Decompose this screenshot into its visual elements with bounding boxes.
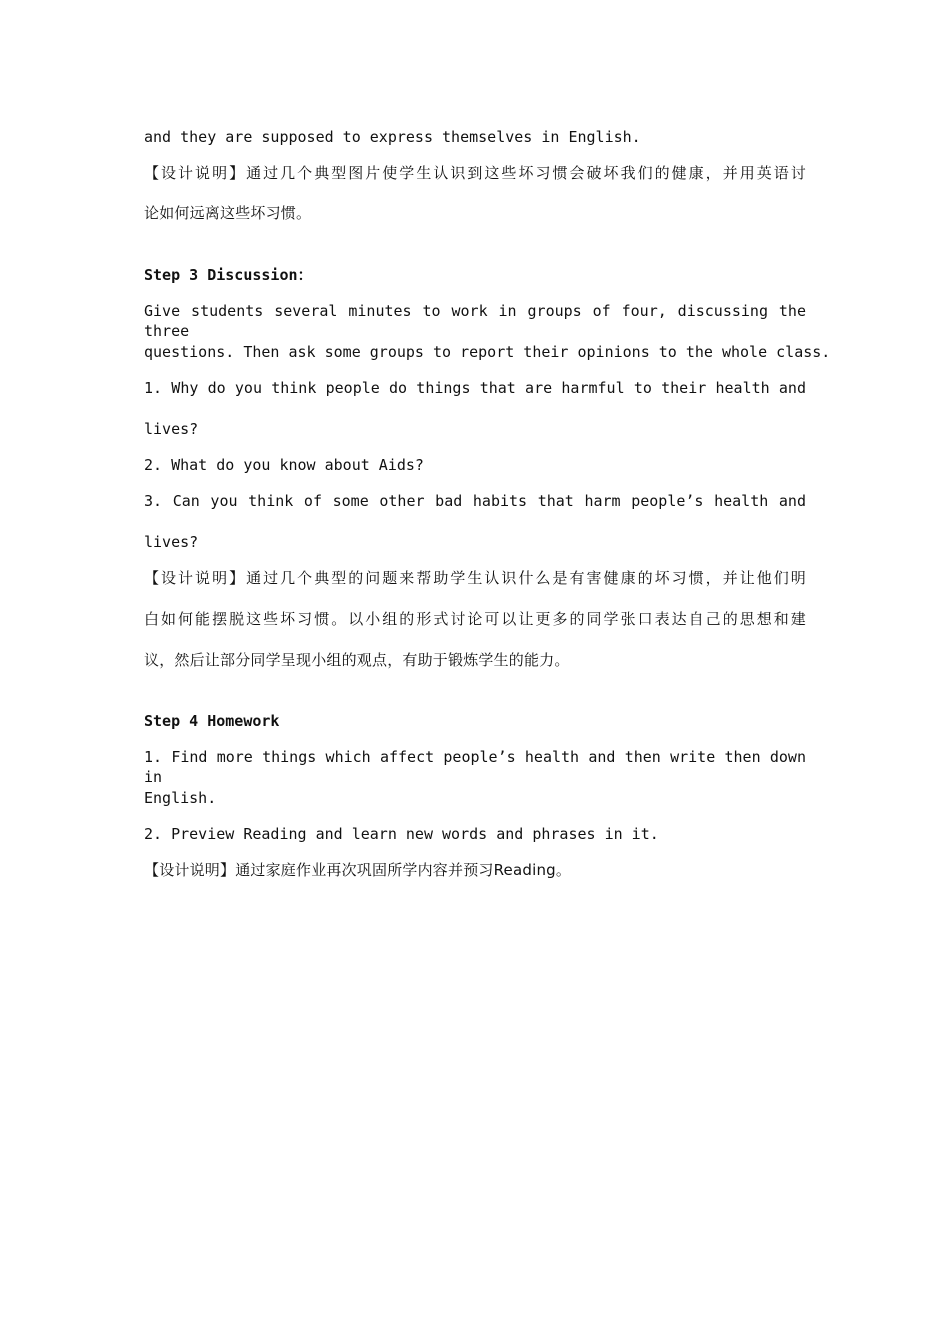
question-3-cont: lives? [144, 533, 199, 551]
homework-2: 2. Preview Reading and learn new words and phrases in it. [144, 825, 659, 843]
step4-heading: Step 4 Homework [144, 712, 280, 730]
text-line: Give students several minutes to work in groups of four, discussing the three [144, 302, 806, 340]
homework-1-cont: English. [144, 789, 217, 807]
step3-heading: Step 3 Discussion： [144, 266, 313, 284]
question-3: 3. Can you think of some other bad habits that harm people’s health and [144, 492, 806, 510]
homework-1: 1. Find more things which affect people’s health and then write then down in [144, 748, 806, 786]
question-1-cont: lives? [144, 420, 199, 438]
design-note-2a: 【设计说明】通过几个典型的问题来帮助学生认识什么是有害健康的坏习惯，并让他们明 [144, 569, 806, 587]
question-2: 2. What do you know about Aids? [144, 456, 424, 474]
design-note-1b: 论如何远离这些坏习惯。 [144, 204, 312, 222]
design-note-3: 【设计说明】通过家庭作业再次巩固所学内容并预习Reading。 [144, 861, 572, 879]
design-note-2c: 议，然后让部分同学呈现小组的观点，有助于锻炼学生的能力。 [144, 651, 570, 669]
text-line: and they are supposed to express themselves in English. [144, 128, 641, 146]
design-note-2b: 白如何能摆脱这些坏习惯。以小组的形式讨论可以让更多的同学张口表达自己的思想和建 [144, 610, 806, 628]
question-1: 1. Why do you think people do things that are harmful to their health and [144, 379, 806, 397]
design-note-1a: 【设计说明】通过几个典型图片使学生认识到这些坏习惯会破坏我们的健康，并用英语讨 [144, 164, 806, 182]
text-line: questions. Then ask some groups to report their opinions to the whole class. [144, 343, 831, 361]
